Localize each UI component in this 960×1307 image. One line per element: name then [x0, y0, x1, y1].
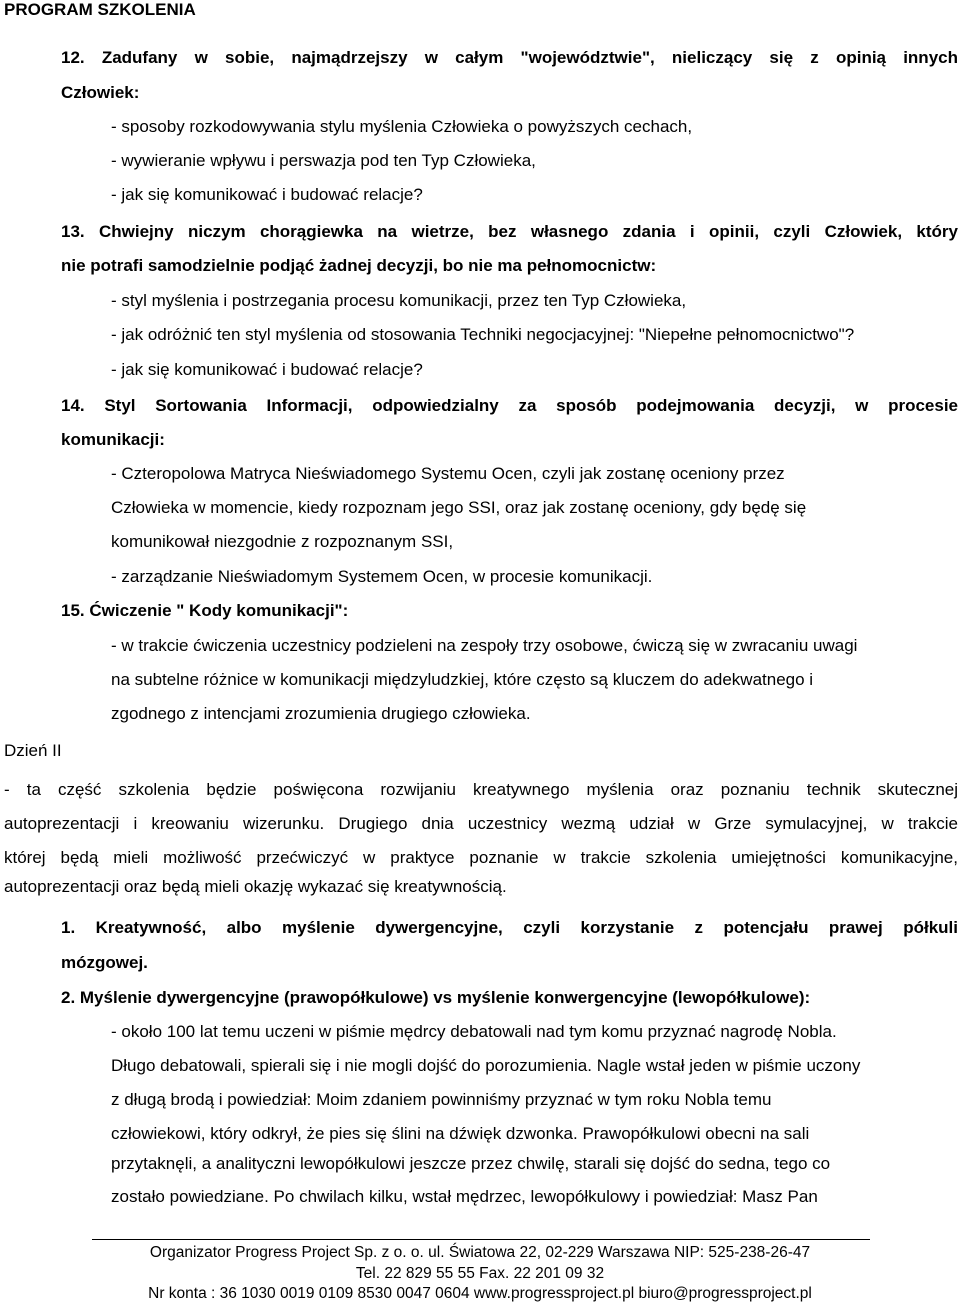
paragraph-line: z długą brodą i powiedział: Moim zdaniem powinniśmy przyznać w tym roku Nobla temu	[111, 1090, 772, 1109]
day-2-section-2-heading: 2. Myślenie dywergencyjne (prawopółkulowe) vs myślenie konwergencyjne (lewopółkulowe):	[61, 988, 811, 1007]
paragraph-line: człowiekowi, który odkrył, że pies się ślini na dźwięk dzwonka. Prawopółkulowi obecni na sali	[111, 1124, 810, 1143]
list-item: - jak się komunikować i budować relacje?	[111, 185, 423, 204]
footer-company-line: Organizator Progress Project Sp. z o. o. ul. Światowa 22, 02-229 Warszawa NIP: 525-238-26-47	[149, 1244, 811, 1261]
day-label: Dzień II	[4, 741, 62, 760]
paragraph-line: - ta część szkolenia będzie poświęcona rozwijaniu kreatywnego myślenia oraz poznaniu technik skutecznej	[4, 780, 958, 799]
section-14-heading: 14. Styl Sortowania Informacji, odpowiedzialny za sposób podejmowania decyzji, w procesie	[61, 396, 958, 415]
list-item: - wywieranie wpływu i perswazja pod ten Typ Człowieka,	[111, 151, 536, 170]
list-item: zgodnego z intencjami zrozumienia drugiego człowieka.	[111, 704, 531, 723]
list-item: na subtelne różnice w komunikacji międzyludzkiej, które często są kluczem do adekwatnego i	[111, 670, 814, 689]
section-13-heading-cont: nie potrafi samodzielnie podjąć żadnej decyzji, bo nie ma pełnomocnictw:	[61, 256, 657, 275]
footer-phone-line: Tel. 22 829 55 55 Fax. 22 201 09 32	[355, 1265, 605, 1282]
section-12-heading: 12. Zadufany w sobie, najmądrzejszy w całym "województwie", nieliczący się z opinią innych	[61, 48, 958, 67]
day-2-section-1-heading-cont: mózgowej.	[61, 953, 148, 972]
list-item: - jak się komunikować i budować relacje?	[111, 360, 423, 379]
list-item: - sposoby rozkodowywania stylu myślenia Człowieka o powyższych cechach,	[111, 117, 693, 136]
section-12-heading-cont: Człowiek:	[61, 83, 140, 102]
list-item: - w trakcie ćwiczenia uczestnicy podzieleni na zespoły trzy osobowe, ćwiczą się w zwracaniu uwagi	[111, 636, 858, 655]
list-item: - styl myślenia i postrzegania procesu komunikacji, przez ten Typ Człowieka,	[111, 291, 687, 310]
list-item: - Czteropolowa Matryca Nieświadomego Systemu Ocen, czyli jak zostanę oceniony przez	[111, 464, 785, 483]
list-item: - jak odróżnić ten styl myślenia od stosowania Techniki negocjacyjnej: "Niepełne pełnomocnictwo"?	[111, 325, 855, 344]
paragraph-line: której będą mieli możliwość przećwiczyć w praktyce poznanie w trakcie szkolenia umiejętności komunikacyjne,	[4, 848, 958, 867]
footer-divider	[92, 1239, 870, 1240]
section-14-heading-cont: komunikacji:	[61, 430, 165, 449]
section-13-heading: 13. Chwiejny niczym chorągiewka na wietrze, bez własnego zdania i opinii, czyli Człowiek, który	[61, 222, 958, 241]
list-item: - zarządzanie Nieświadomym Systemem Ocen, w procesie komunikacji.	[111, 567, 653, 586]
day-2-section-1-heading: 1. Kreatywność, albo myślenie dywergencyjne, czyli korzystanie z potencjału prawej półkuli	[61, 918, 958, 937]
list-item: komunikował niezgodnie z rozpoznanym SSI,	[111, 532, 454, 551]
paragraph-line: autoprezentacji i kreowaniu wizerunku. Drugiego dnia uczestnicy wezmą udział w Grze symulacyjnej, w trakcie	[4, 814, 958, 833]
paragraph-line: przytaknęli, a analityczni lewopółkulowi jeszcze przez chwilę, starali się dojść do sedna, tego co	[111, 1154, 831, 1173]
footer-account-line: Nr konta : 36 1030 0019 0109 8530 0047 0604 www.progressproject.pl biuro@progressproject.pl	[148, 1285, 812, 1302]
paragraph-line: autoprezentacji oraz będą mieli okazję wykazać się kreatywnością.	[4, 877, 507, 896]
list-item: Człowieka w momencie, kiedy rozpoznam jego SSI, oraz jak zostanę oceniony, gdy będę się	[111, 498, 807, 517]
paragraph-line: zostało powiedziane. Po chwilach kilku, wstał mędrzec, lewopółkulowy i powiedział: Masz Pan	[111, 1187, 818, 1206]
paragraph-line: Długo debatowali, spierali się i nie mogli dojść do porozumienia. Nagle wstał jeden w piśmie uczony	[111, 1056, 861, 1075]
page-title: PROGRAM SZKOLENIA	[4, 0, 196, 19]
section-15-heading: 15. Ćwiczenie " Kody komunikacji":	[61, 601, 349, 620]
paragraph-line: - około 100 lat temu uczeni w piśmie mędrcy debatowali nad tym komu przyznać nagrodę Nobla.	[111, 1022, 837, 1041]
